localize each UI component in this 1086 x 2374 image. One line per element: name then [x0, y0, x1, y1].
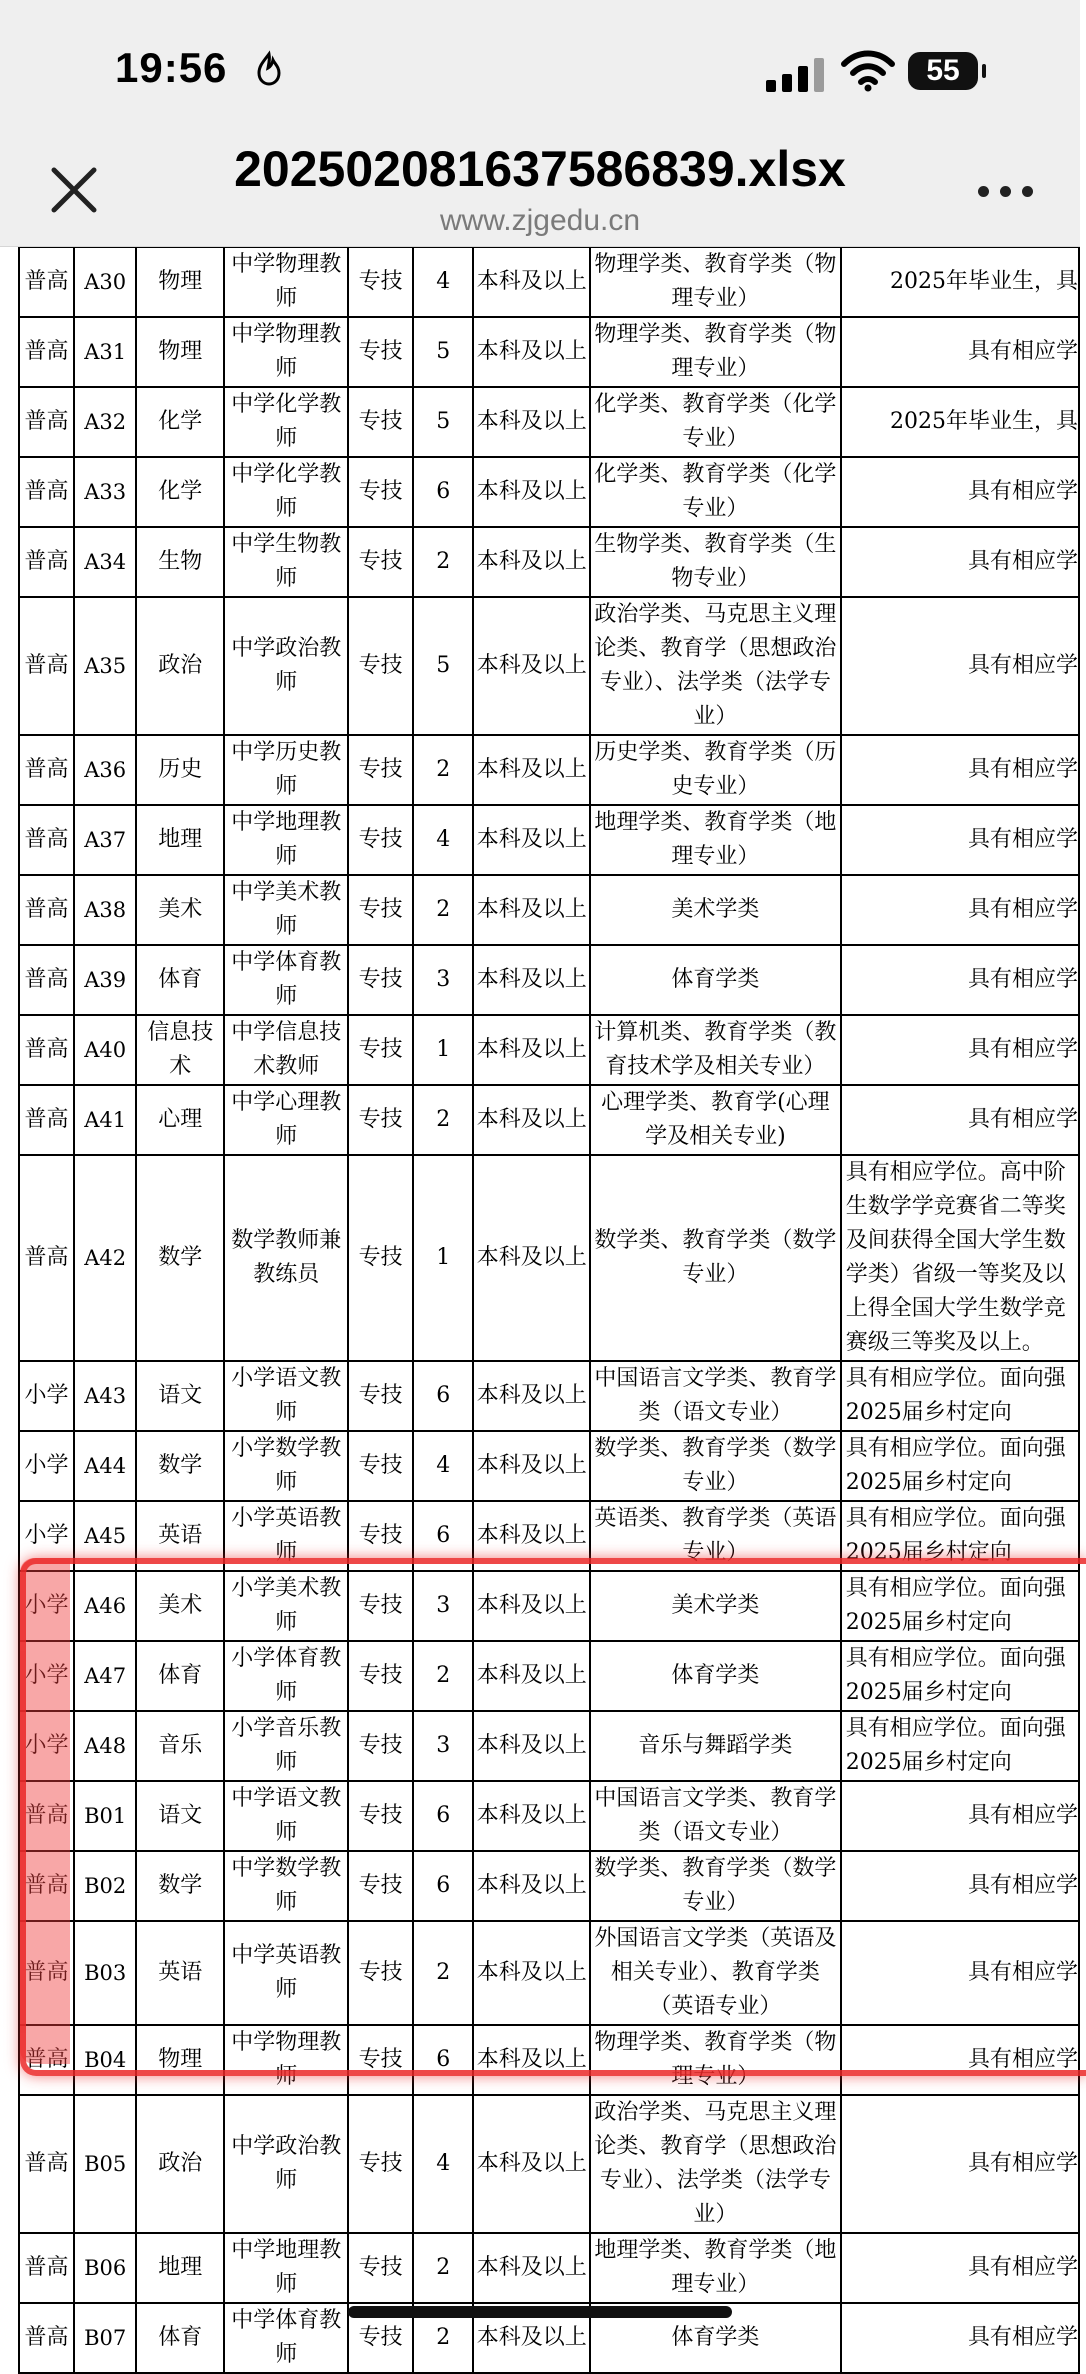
cell-subject[interactable]: 政治: [136, 597, 224, 735]
cell-count[interactable]: 5: [413, 597, 473, 735]
cell-type[interactable]: 专技: [348, 1921, 413, 2025]
cell-requirement[interactable]: 具有相应学位。高中阶生数学学竞赛省二等奖及间获得全国大学生数学类）省级一等奖及以上得全国大学生数学竞赛级三等奖及以上。: [841, 1155, 1079, 1361]
cell-count[interactable]: 2: [413, 1085, 473, 1155]
table-row[interactable]: [19, 1921, 1079, 2025]
table-row[interactable]: [19, 1015, 1079, 1085]
cellular-signal-icon: [766, 58, 824, 92]
cell-count[interactable]: 6: [413, 457, 473, 527]
table-row[interactable]: [19, 2095, 1079, 2233]
cell-level[interactable]: 普高: [19, 1781, 74, 1851]
cell-subject[interactable]: 体育: [136, 2303, 224, 2373]
cell-count[interactable]: 3: [413, 1711, 473, 1781]
cell-type[interactable]: 专技: [348, 2303, 413, 2373]
cell-level[interactable]: 普高: [19, 457, 74, 527]
cell-education[interactable]: 本科及以上: [473, 2233, 590, 2303]
cell-subject[interactable]: 体育: [136, 1641, 224, 1711]
table-row[interactable]: [19, 1781, 1079, 1851]
cell-education[interactable]: 本科及以上: [473, 2025, 590, 2095]
cell-education[interactable]: 本科及以上: [473, 1501, 590, 1571]
spreadsheet-view[interactable]: [0, 246, 1080, 2367]
cell-education[interactable]: 本科及以上: [473, 875, 590, 945]
cell-major[interactable]: 音乐与舞蹈学类: [590, 1711, 841, 1781]
cell-code[interactable]: B02: [74, 1851, 136, 1921]
home-indicator[interactable]: [348, 2306, 732, 2318]
cell-education[interactable]: 本科及以上: [473, 247, 590, 317]
wifi-icon: [842, 50, 894, 92]
cell-type[interactable]: 专技: [348, 317, 413, 387]
cell-subject[interactable]: 美术: [136, 875, 224, 945]
cell-requirement[interactable]: 具有相应学: [841, 735, 1079, 805]
cell-major[interactable]: 政治学类、马克思主义理论类、教育学（思想政治专业）、法学类（法学专业）: [590, 2095, 841, 2233]
cell-position[interactable]: 中学体育教师: [224, 945, 348, 1015]
cell-requirement[interactable]: 具有相应学: [841, 875, 1079, 945]
cell-code[interactable]: A44: [74, 1431, 136, 1501]
cell-code[interactable]: B03: [74, 1921, 136, 2025]
file-source-url: www.zjgedu.cn: [439, 204, 641, 237]
cell-requirement[interactable]: 具有相应学: [841, 805, 1079, 875]
cell-position[interactable]: 中学物理教师: [224, 247, 348, 317]
cell-code[interactable]: B01: [74, 1781, 136, 1851]
cell-subject[interactable]: 美术: [136, 1571, 224, 1641]
cell-major[interactable]: 英语类、教育学类（英语专业）: [590, 1501, 841, 1571]
cell-education[interactable]: 本科及以上: [473, 735, 590, 805]
cell-requirement[interactable]: 2025年毕业生，具: [841, 247, 1079, 317]
cell-major[interactable]: 物理学类、教育学类（物理专业）: [590, 247, 841, 317]
table-row[interactable]: [19, 945, 1079, 1015]
cell-education[interactable]: 本科及以上: [473, 1361, 590, 1431]
cell-count[interactable]: 2: [413, 2233, 473, 2303]
cell-requirement[interactable]: 2025年毕业生，具: [841, 387, 1079, 457]
cell-education[interactable]: 本科及以上: [473, 945, 590, 1015]
cell-subject[interactable]: 英语: [136, 1501, 224, 1571]
cell-requirement[interactable]: 具有相应学: [841, 1781, 1079, 1851]
cell-position[interactable]: 中学物理教师: [224, 2025, 348, 2095]
cell-code[interactable]: B06: [74, 2233, 136, 2303]
cell-subject[interactable]: 体育: [136, 945, 224, 1015]
cell-type[interactable]: 专技: [348, 945, 413, 1015]
cell-code[interactable]: A36: [74, 735, 136, 805]
table-row[interactable]: [19, 527, 1079, 597]
cell-level[interactable]: 普高: [19, 1085, 74, 1155]
cell-count[interactable]: 6: [413, 1851, 473, 1921]
cell-major[interactable]: 物理学类、教育学类（物理专业）: [590, 317, 841, 387]
cell-level[interactable]: 小学: [19, 1711, 74, 1781]
cell-education[interactable]: 本科及以上: [473, 1641, 590, 1711]
cell-major[interactable]: 心理学类、教育学(心理学及相关专业): [590, 1085, 841, 1155]
cell-type[interactable]: 专技: [348, 875, 413, 945]
cell-major[interactable]: 生物学类、教育学类（生物专业）: [590, 527, 841, 597]
cell-code[interactable]: A48: [74, 1711, 136, 1781]
cell-type[interactable]: 专技: [348, 1501, 413, 1571]
cell-position[interactable]: 中学美术教师: [224, 875, 348, 945]
cell-level[interactable]: 普高: [19, 247, 74, 317]
cell-code[interactable]: A34: [74, 527, 136, 597]
cell-requirement[interactable]: 具有相应学位。面向强2025届乡村定向: [841, 1571, 1079, 1641]
cell-requirement[interactable]: 具有相应学: [841, 2025, 1079, 2095]
cell-level[interactable]: 普高: [19, 317, 74, 387]
table-row[interactable]: [19, 1641, 1079, 1711]
cell-position[interactable]: 中学历史教师: [224, 735, 348, 805]
cell-count[interactable]: 4: [413, 2095, 473, 2233]
cell-requirement[interactable]: 具有相应学: [841, 2095, 1079, 2233]
cell-level[interactable]: 普高: [19, 805, 74, 875]
cell-education[interactable]: 本科及以上: [473, 387, 590, 457]
cell-education[interactable]: 本科及以上: [473, 597, 590, 735]
table-row[interactable]: [19, 1361, 1079, 1431]
cell-requirement[interactable]: 具有相应学位。面向强2025届乡村定向: [841, 1501, 1079, 1571]
cell-subject[interactable]: 物理: [136, 2025, 224, 2095]
table-row[interactable]: [19, 1711, 1079, 1781]
cell-code[interactable]: A38: [74, 875, 136, 945]
cell-count[interactable]: 2: [413, 735, 473, 805]
cell-major[interactable]: 数学类、教育学类（数学专业）: [590, 1431, 841, 1501]
table-row[interactable]: [19, 597, 1079, 735]
cell-education[interactable]: 本科及以上: [473, 1431, 590, 1501]
cell-type[interactable]: 专技: [348, 527, 413, 597]
cell-subject[interactable]: 数学: [136, 1431, 224, 1501]
cell-count[interactable]: 2: [413, 527, 473, 597]
flame-icon: [255, 52, 283, 86]
cell-requirement[interactable]: 具有相应学: [841, 1085, 1079, 1155]
cell-count[interactable]: 6: [413, 2025, 473, 2095]
cell-type[interactable]: 专技: [348, 1781, 413, 1851]
cell-subject[interactable]: 语文: [136, 1361, 224, 1431]
cell-education[interactable]: 本科及以上: [473, 317, 590, 387]
cell-requirement[interactable]: 具有相应学: [841, 527, 1079, 597]
cell-level[interactable]: 普高: [19, 387, 74, 457]
cell-level[interactable]: 小学: [19, 1641, 74, 1711]
cell-count[interactable]: 6: [413, 1781, 473, 1851]
cell-type[interactable]: 专技: [348, 2025, 413, 2095]
cell-code[interactable]: A30: [74, 247, 136, 317]
table-row[interactable]: [19, 247, 1079, 317]
cell-count[interactable]: 4: [413, 805, 473, 875]
cell-code[interactable]: A47: [74, 1641, 136, 1711]
table-row[interactable]: [19, 1155, 1079, 1361]
cell-position[interactable]: 中学地理教师: [224, 2233, 348, 2303]
cell-type[interactable]: 专技: [348, 247, 413, 317]
table-row[interactable]: [19, 1571, 1079, 1641]
cell-requirement[interactable]: 具有相应学: [841, 2233, 1079, 2303]
table-row[interactable]: [19, 1085, 1079, 1155]
cell-type[interactable]: 专技: [348, 457, 413, 527]
cell-major[interactable]: 物理学类、教育学类（物理专业）: [590, 2025, 841, 2095]
cell-education[interactable]: 本科及以上: [473, 1711, 590, 1781]
table-row[interactable]: [19, 457, 1079, 527]
cell-requirement[interactable]: 具有相应学位。面向强2025届乡村定向: [841, 1431, 1079, 1501]
cell-requirement[interactable]: 具有相应学: [841, 1015, 1079, 1085]
cell-major[interactable]: 化学类、教育学类（化学专业）: [590, 457, 841, 527]
cell-type[interactable]: 专技: [348, 1361, 413, 1431]
cell-major[interactable]: 数学类、教育学类（数学专业）: [590, 1155, 841, 1361]
cell-education[interactable]: 本科及以上: [473, 1571, 590, 1641]
cell-position[interactable]: 小学体育教师: [224, 1641, 348, 1711]
cell-type[interactable]: 专技: [348, 1155, 413, 1361]
cell-code[interactable]: A40: [74, 1015, 136, 1085]
cell-education[interactable]: 本科及以上: [473, 527, 590, 597]
cell-level[interactable]: 普高: [19, 597, 74, 735]
cell-position[interactable]: 中学心理教师: [224, 1085, 348, 1155]
cell-level[interactable]: 普高: [19, 2303, 74, 2373]
cell-code[interactable]: A42: [74, 1155, 136, 1361]
cell-type[interactable]: 专技: [348, 1711, 413, 1781]
cell-position[interactable]: 小学英语教师: [224, 1501, 348, 1571]
cell-level[interactable]: 普高: [19, 1015, 74, 1085]
cell-count[interactable]: 2: [413, 1921, 473, 2025]
cell-major[interactable]: 地理学类、教育学类（地理专业）: [590, 805, 841, 875]
cell-level[interactable]: 普高: [19, 945, 74, 1015]
cell-position[interactable]: 小学数学教师: [224, 1431, 348, 1501]
cell-education[interactable]: 本科及以上: [473, 1085, 590, 1155]
cell-major[interactable]: 体育学类: [590, 1641, 841, 1711]
table-row[interactable]: [19, 1431, 1079, 1501]
table-row[interactable]: [19, 875, 1079, 945]
status-time: 19:56: [115, 44, 228, 91]
cell-subject[interactable]: 生物: [136, 527, 224, 597]
cell-position[interactable]: 小学语文教师: [224, 1361, 348, 1431]
cell-requirement[interactable]: 具有相应学: [841, 1921, 1079, 2025]
cell-requirement[interactable]: 具有相应学: [841, 597, 1079, 735]
cell-count[interactable]: 4: [413, 247, 473, 317]
cell-code[interactable]: A32: [74, 387, 136, 457]
cell-subject[interactable]: 历史: [136, 735, 224, 805]
cell-level[interactable]: 普高: [19, 735, 74, 805]
cell-education[interactable]: 本科及以上: [473, 457, 590, 527]
cell-education[interactable]: 本科及以上: [473, 2095, 590, 2233]
cell-level[interactable]: 普高: [19, 1155, 74, 1361]
cell-code[interactable]: A39: [74, 945, 136, 1015]
cell-code[interactable]: B04: [74, 2025, 136, 2095]
cell-major[interactable]: 中国语言文学类、教育学类（语文专业）: [590, 1781, 841, 1851]
cell-education[interactable]: 本科及以上: [473, 1921, 590, 2025]
table-row[interactable]: [19, 2233, 1079, 2303]
cell-requirement[interactable]: 具有相应学位。面向强2025届乡村定向: [841, 1711, 1079, 1781]
cell-subject[interactable]: 数学: [136, 1851, 224, 1921]
cell-count[interactable]: 4: [413, 1431, 473, 1501]
cell-position[interactable]: 中学政治教师: [224, 597, 348, 735]
table-row[interactable]: [19, 1501, 1079, 1571]
cell-type[interactable]: 专技: [348, 735, 413, 805]
cell-level[interactable]: 小学: [19, 1571, 74, 1641]
cell-position[interactable]: 小学音乐教师: [224, 1711, 348, 1781]
cell-education[interactable]: 本科及以上: [473, 1155, 590, 1361]
cell-position[interactable]: 中学数学教师: [224, 1851, 348, 1921]
file-title: 20250208163758683​9.xlsx: [234, 141, 846, 197]
cell-code[interactable]: A41: [74, 1085, 136, 1155]
cell-major[interactable]: 体育学类: [590, 945, 841, 1015]
cell-subject[interactable]: 物理: [136, 247, 224, 317]
cell-count[interactable]: 1: [413, 1015, 473, 1085]
cell-requirement[interactable]: 具有相应学位。面向强2025届乡村定向: [841, 1361, 1079, 1431]
cell-major[interactable]: 计算机类、教育学类（教育技术学及相关专业）: [590, 1015, 841, 1085]
cell-level[interactable]: 普高: [19, 1921, 74, 2025]
close-icon[interactable]: [44, 160, 104, 220]
cell-education[interactable]: 本科及以上: [473, 805, 590, 875]
table-row[interactable]: [19, 387, 1079, 457]
cell-count[interactable]: 6: [413, 1361, 473, 1431]
cell-major[interactable]: 美术学类: [590, 1571, 841, 1641]
cell-requirement[interactable]: 具有相应学: [841, 2303, 1079, 2373]
cell-requirement[interactable]: 具有相应学位。面向强2025届乡村定向: [841, 1641, 1079, 1711]
cell-position[interactable]: 数学教师兼教练员: [224, 1155, 348, 1361]
cell-subject[interactable]: 物理: [136, 317, 224, 387]
cell-position[interactable]: 中学物理教师: [224, 317, 348, 387]
cell-major[interactable]: 政治学类、马克思主义理论类、教育学（思想政治专业）、法学类（法学专业）: [590, 597, 841, 735]
cell-type[interactable]: 专技: [348, 2233, 413, 2303]
app-header: [0, 0, 1080, 247]
cell-type[interactable]: 专技: [348, 1641, 413, 1711]
cell-code[interactable]: A37: [74, 805, 136, 875]
cell-level[interactable]: 小学: [19, 1501, 74, 1571]
cell-subject[interactable]: 英语: [136, 1921, 224, 2025]
cell-type[interactable]: 专技: [348, 805, 413, 875]
cell-type[interactable]: 专技: [348, 387, 413, 457]
cell-subject[interactable]: 政治: [136, 2095, 224, 2233]
cell-major[interactable]: 化学类、教育学类（化学专业）: [590, 387, 841, 457]
cell-code[interactable]: B05: [74, 2095, 136, 2233]
cell-subject[interactable]: 语文: [136, 1781, 224, 1851]
cell-type[interactable]: 专技: [348, 2095, 413, 2233]
cell-count[interactable]: 5: [413, 317, 473, 387]
cell-code[interactable]: A31: [74, 317, 136, 387]
cell-requirement[interactable]: 具有相应学: [841, 317, 1079, 387]
cell-count[interactable]: 1: [413, 1155, 473, 1361]
cell-education[interactable]: 本科及以上: [473, 1851, 590, 1921]
cell-type[interactable]: 专技: [348, 597, 413, 735]
cell-position[interactable]: 中学体育教师: [224, 2303, 348, 2373]
cell-level[interactable]: 普高: [19, 527, 74, 597]
more-options-icon[interactable]: [976, 180, 1036, 200]
cell-type[interactable]: 专技: [348, 1085, 413, 1155]
recruitment-table: [18, 246, 1080, 2374]
cell-position[interactable]: 中学地理教师: [224, 805, 348, 875]
cell-education[interactable]: 本科及以上: [473, 2303, 590, 2373]
table-row[interactable]: [19, 735, 1079, 805]
cell-level[interactable]: 普高: [19, 875, 74, 945]
cell-type[interactable]: 专技: [348, 1015, 413, 1085]
cell-level[interactable]: 普高: [19, 2095, 74, 2233]
cell-subject[interactable]: 地理: [136, 2233, 224, 2303]
cell-subject[interactable]: 化学: [136, 387, 224, 457]
cell-subject[interactable]: 数学: [136, 1155, 224, 1361]
cell-position[interactable]: 中学语文教师: [224, 1781, 348, 1851]
battery-indicator: 55: [908, 52, 978, 90]
cell-code[interactable]: A46: [74, 1571, 136, 1641]
cell-position[interactable]: 中学信息技术教师: [224, 1015, 348, 1085]
cell-level[interactable]: 普高: [19, 1851, 74, 1921]
cell-education[interactable]: 本科及以上: [473, 1781, 590, 1851]
cell-position[interactable]: 中学化学教师: [224, 387, 348, 457]
cell-position[interactable]: 小学美术教师: [224, 1571, 348, 1641]
cell-level[interactable]: 普高: [19, 2233, 74, 2303]
table-row[interactable]: [19, 317, 1079, 387]
cell-level[interactable]: 小学: [19, 1431, 74, 1501]
cell-code[interactable]: B07: [74, 2303, 136, 2373]
table-row[interactable]: [19, 2025, 1079, 2095]
cell-count[interactable]: 2: [413, 1641, 473, 1711]
cell-count[interactable]: 2: [413, 875, 473, 945]
cell-type[interactable]: 专技: [348, 1431, 413, 1501]
cell-requirement[interactable]: 具有相应学: [841, 1851, 1079, 1921]
cell-count[interactable]: 3: [413, 945, 473, 1015]
cell-position[interactable]: 中学生物教师: [224, 527, 348, 597]
cell-count[interactable]: 5: [413, 387, 473, 457]
cell-subject[interactable]: 音乐: [136, 1711, 224, 1781]
cell-count[interactable]: 2: [413, 2303, 473, 2373]
cell-subject[interactable]: 地理: [136, 805, 224, 875]
cell-requirement[interactable]: 具有相应学: [841, 457, 1079, 527]
cell-count[interactable]: 3: [413, 1571, 473, 1641]
cell-major[interactable]: 体育学类: [590, 2303, 841, 2373]
cell-subject[interactable]: 化学: [136, 457, 224, 527]
cell-type[interactable]: 专技: [348, 1571, 413, 1641]
cell-position[interactable]: 中学政治教师: [224, 2095, 348, 2233]
cell-education[interactable]: 本科及以上: [473, 1015, 590, 1085]
cell-count[interactable]: 6: [413, 1501, 473, 1571]
cell-code[interactable]: A45: [74, 1501, 136, 1571]
cell-level[interactable]: 小学: [19, 1361, 74, 1431]
cell-position[interactable]: 中学英语教师: [224, 1921, 348, 2025]
cell-major[interactable]: 地理学类、教育学类（地理专业）: [590, 2233, 841, 2303]
cell-subject[interactable]: 心理: [136, 1085, 224, 1155]
cell-major[interactable]: 历史学类、教育学类（历史专业）: [590, 735, 841, 805]
cell-position[interactable]: 中学化学教师: [224, 457, 348, 527]
cell-major[interactable]: 数学类、教育学类（数学专业）: [590, 1851, 841, 1921]
cell-code[interactable]: A33: [74, 457, 136, 527]
cell-major[interactable]: 美术学类: [590, 875, 841, 945]
cell-code[interactable]: A35: [74, 597, 136, 735]
cell-major[interactable]: 外国语言文学类（英语及相关专业）、教育学类（英语专业）: [590, 1921, 841, 2025]
cell-level[interactable]: 普高: [19, 2025, 74, 2095]
cell-requirement[interactable]: 具有相应学: [841, 945, 1079, 1015]
cell-subject[interactable]: 信息技术: [136, 1015, 224, 1085]
table-row[interactable]: [19, 1851, 1079, 1921]
cell-code[interactable]: A43: [74, 1361, 136, 1431]
table-row[interactable]: [19, 805, 1079, 875]
cell-major[interactable]: 中国语言文学类、教育学类（语文专业）: [590, 1361, 841, 1431]
cell-type[interactable]: 专技: [348, 1851, 413, 1921]
